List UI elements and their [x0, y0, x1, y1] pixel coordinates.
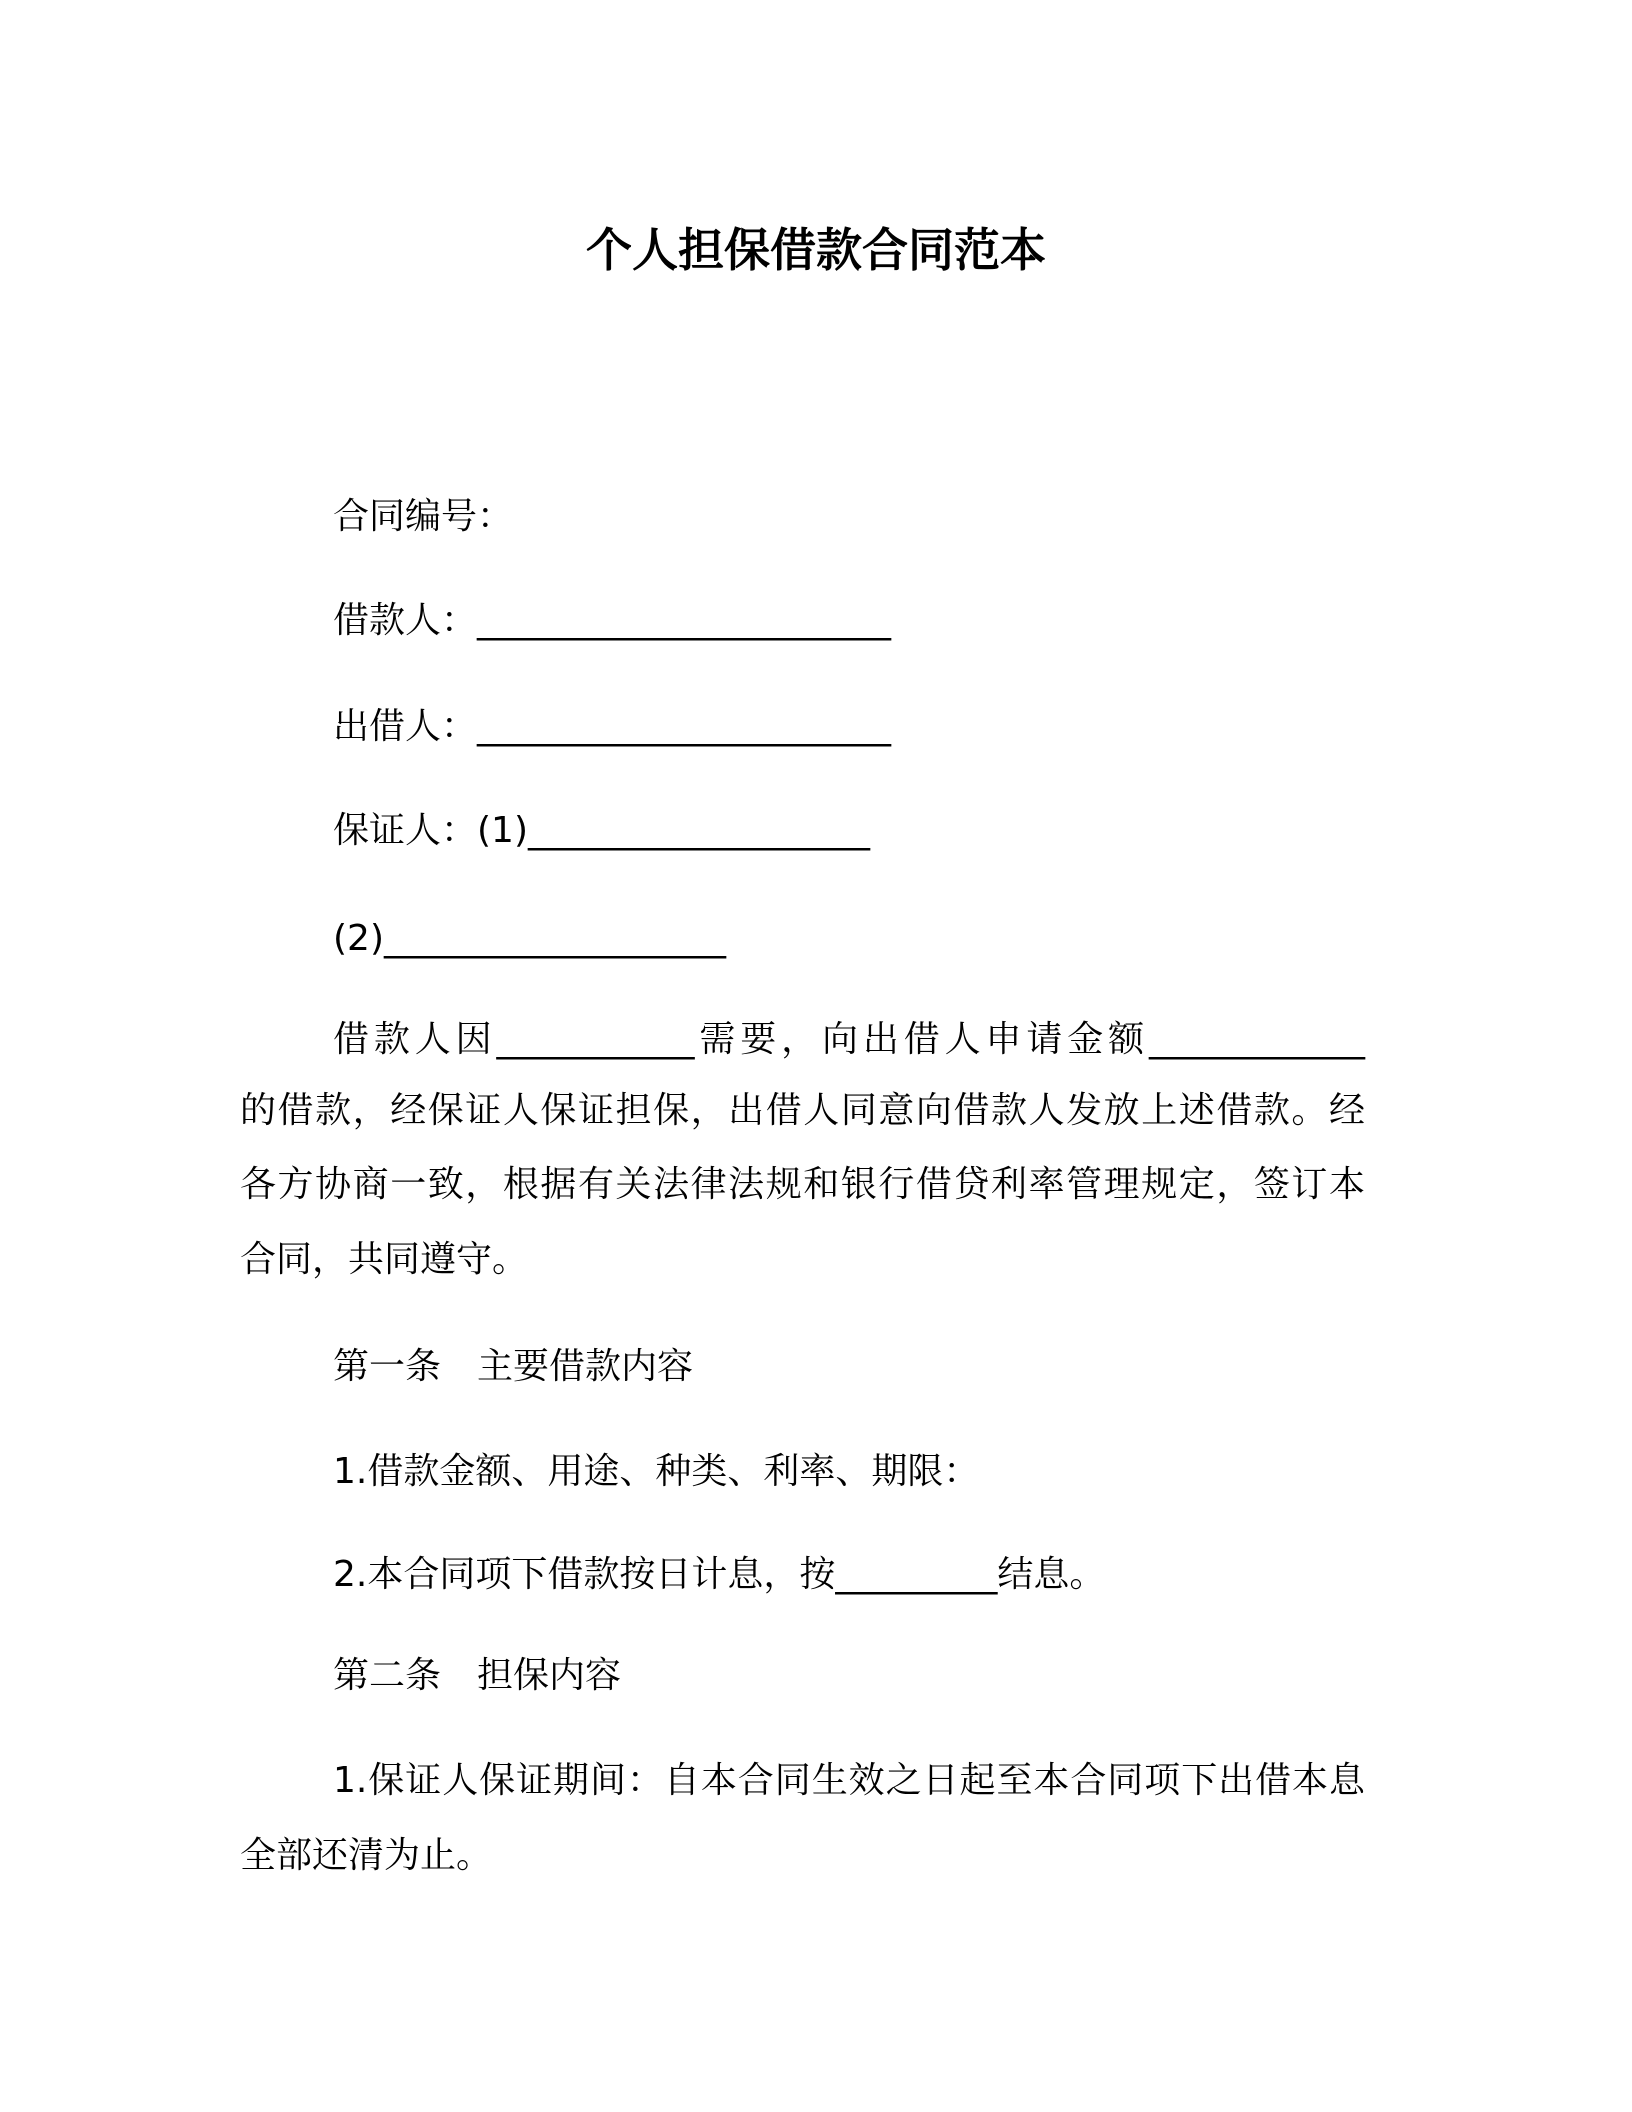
article-1-item-2: 2.本合同项下借款按日计息，按_________结息。 [333, 1554, 1106, 1595]
article-2-item-1: 1.保证人保证期间：自本合同生效之日起至本合同项下出借本息 [333, 1760, 1365, 1801]
preamble-line: 借款人因___________需要，向出借人申请金额____________ [333, 1019, 1365, 1060]
preamble-line: 的借款，经保证人保证担保，出借人同意向借款人发放上述借款。经 [240, 1090, 1365, 1131]
contract-number-label: 合同编号： [333, 496, 514, 537]
lender-field: 出借人：_______________________ [333, 706, 892, 747]
article-1-heading: 第一条 主要借款内容 [333, 1346, 694, 1387]
preamble-line: 各方协商一致，根据有关法律法规和银行借贷利率管理规定，签订本 [240, 1164, 1365, 1205]
article-2-heading: 第二条 担保内容 [333, 1655, 622, 1696]
preamble-line: 合同，共同遵守。 [240, 1239, 529, 1280]
article-2-item-1-continued: 全部还清为止。 [240, 1835, 493, 1876]
guarantor-1-field: 保证人：(1)___________________ [333, 810, 870, 851]
document-title: 个人担保借款合同范本 [586, 223, 1046, 277]
guarantor-2-field: (2)___________________ [333, 918, 726, 959]
article-1-item-1: 1.借款金额、用途、种类、利率、期限： [333, 1451, 980, 1492]
borrower-field: 借款人：_______________________ [333, 600, 892, 641]
